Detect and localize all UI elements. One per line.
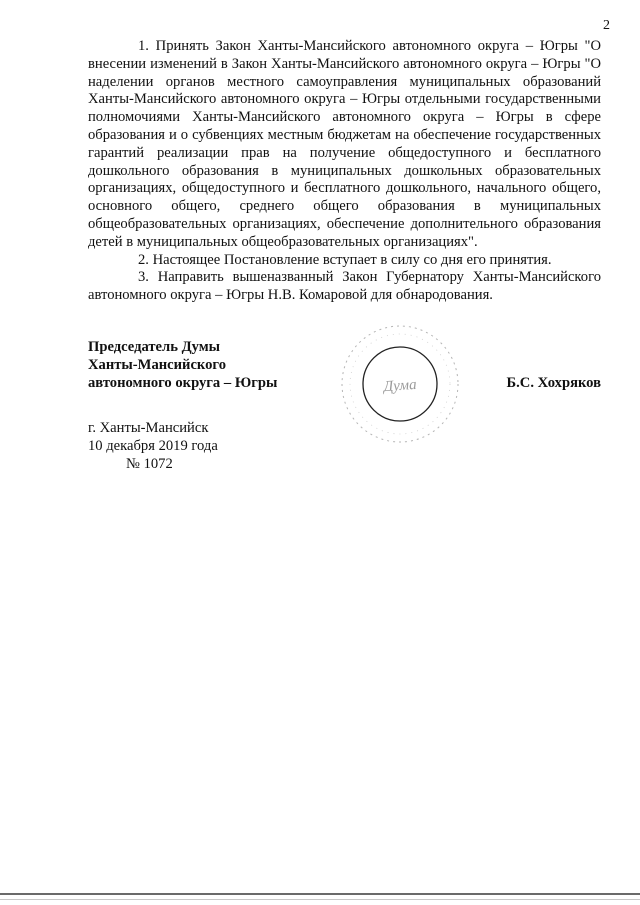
paragraph-1: 1. Принять Закон Ханты-Мансийского автономного округа – Югры "О внесении изменений в Закон Ханты-Мансийского автономного округа – Югры "О наделении органов местного самоуправления муниципальных образований Ханты-Мансийского автономного округа – Югры отдельными государственными полномочиями Ханты-Мансийского автономного округа – Югры в сфере образования и о субвенциях местным бюджетам на обеспечение государственных гарантий реализации прав на получение общедоступного и бесплатного дошкольного образования в муниципальных дошкольных образовательных организациях, общедоступного и бесплатного дошкольного, начального общего, основного общего, среднего общего образования в муниципальных общеобразовательных организациях, обеспечение дополнительного образования детей в муниципальных общеобразовательных организациях". bbox=[88, 38, 601, 250]
scan-edge-line bbox=[0, 893, 640, 895]
paragraph-3: 3. Направить вышеназванный Закон Губернатору Ханты-Мансийского автономного округа – Югры Н.В. Комаровой для обнародования. bbox=[88, 269, 601, 304]
paragraph-2: 2. Настоящее Постановление вступает в силу со дня его принятия. bbox=[138, 251, 552, 268]
document-footer bbox=[88, 420, 218, 473]
signatory-name: Б.С. Хохряков bbox=[506, 374, 601, 391]
document-number: № 1072 bbox=[126, 455, 173, 472]
signatory-title-line-2: Ханты-Мансийского bbox=[88, 356, 226, 373]
page-number: 2 bbox=[603, 18, 610, 33]
stamp-label: Дума bbox=[383, 376, 418, 396]
official-stamp bbox=[338, 322, 462, 446]
signatory-title-line-3: автономного округа – Югры bbox=[88, 374, 278, 391]
signatory-title bbox=[88, 339, 277, 392]
date: 10 декабря 2019 года bbox=[88, 437, 218, 454]
resolution-body bbox=[88, 38, 601, 305]
signatory-title-line-1: Председатель Думы bbox=[88, 339, 221, 355]
scan-edge-line-faint bbox=[0, 899, 640, 900]
city: г. Ханты-Мансийск bbox=[88, 420, 209, 436]
